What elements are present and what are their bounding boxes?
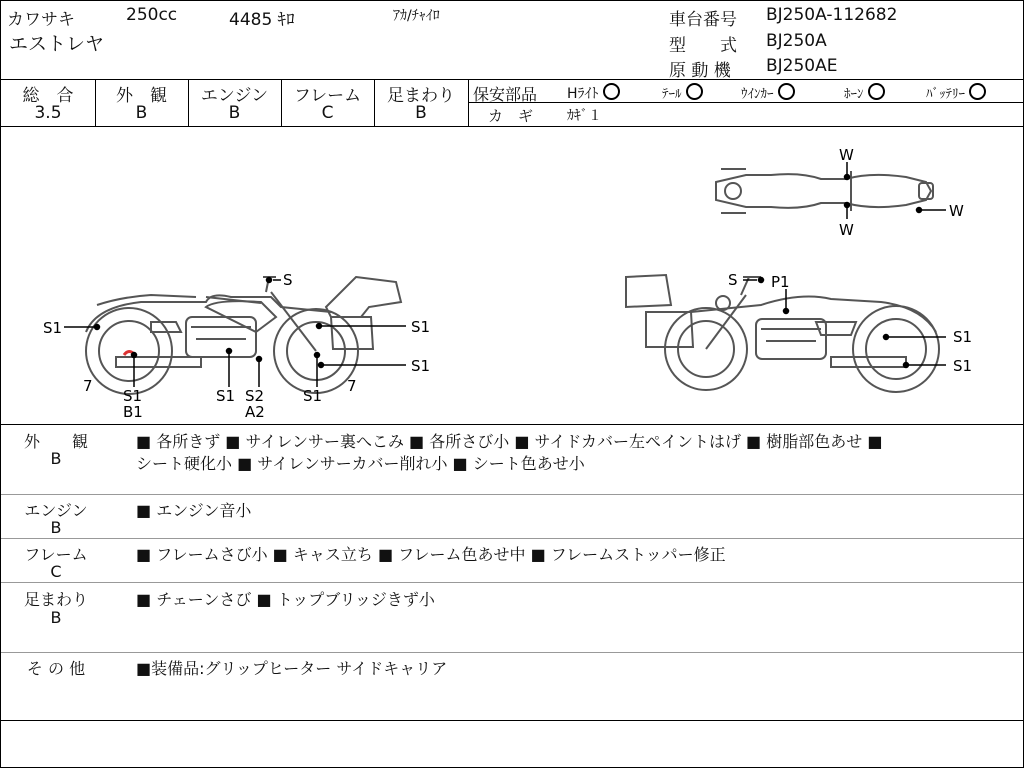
engine-grade-value: B [228, 103, 241, 123]
section-suspension-grade: B [50, 608, 62, 627]
label-w-right: W [949, 202, 964, 220]
engine-label: 原 動 機 [669, 61, 731, 81]
label-w-bottom: W [839, 221, 854, 239]
section-suspension-text: ■ チェーンさび ■ トップブリッジきず小 [136, 590, 435, 609]
label-s1-bottom-right: S1 [411, 357, 431, 375]
top-view-motorcycle [716, 169, 933, 213]
label-s1-rear: S1 [43, 319, 63, 337]
engine-value: BJ250AE [766, 56, 838, 76]
label-s1-tank: S1 [411, 318, 431, 336]
label-r-s1-a: S1 [953, 328, 973, 346]
safety-winker: ｳｲﾝｶｰ [741, 83, 795, 102]
exterior-label: 外 観 [116, 86, 167, 106]
suspension-grade-label: 足まわり [387, 86, 455, 106]
label-7-right: 7 [347, 377, 357, 395]
key-label: カ ギ [488, 107, 534, 125]
model-name: エストレヤ [9, 33, 105, 55]
frame-grade-value: C [321, 103, 334, 123]
frame-no: BJ250A-112682 [766, 5, 898, 25]
safety-tail: ﾃｰﾙ [662, 83, 703, 102]
label-s1-b1-a: S1 [123, 387, 143, 405]
section-exterior-grade: B [50, 449, 62, 468]
frame-no-label: 車台番号 [669, 10, 737, 30]
label-s2-a2-b: A2 [245, 403, 265, 421]
safety-horn: ﾎｰﾝ [844, 83, 885, 102]
label-r-s-top: S [728, 271, 738, 289]
engine-grade-label: エンジン [200, 86, 269, 106]
label-s1-front: S1 [303, 387, 323, 405]
label-s1-eng: S1 [216, 387, 236, 405]
safety-battery: ﾊﾞｯﾃﾘｰ [926, 83, 986, 102]
overall-value: 3.5 [34, 103, 62, 123]
section-other-label: そ の 他 [26, 659, 86, 678]
displacement: 250cc [126, 5, 178, 25]
label-s2-a2-a: S2 [245, 387, 265, 405]
color: ｱｶ/ﾁｬｲﾛ [393, 8, 440, 24]
label-w-top: W [839, 146, 854, 164]
exterior-value: B [135, 103, 148, 123]
section-exterior-text: ■ 各所きず ■ サイレンサー裏へこみ ■ 各所さび小 ■ サイドカバー左ペイントはげ ■ 樹脂部色あせ ■ [136, 432, 883, 451]
section-frame-label: フレーム [24, 545, 88, 564]
section-engine-text: ■ エンジン音小 [136, 501, 252, 520]
frame-grade-label: フレーム [293, 86, 362, 106]
section-exterior-label: 外 観 [23, 432, 88, 451]
mileage: 4485 ｷﾛ [229, 10, 295, 30]
safety-headlight: Hﾗｲﾄ [567, 83, 620, 103]
damage-diagram [1, 127, 1023, 425]
section-other-text: ■装備品:グリップヒーター サイドキャリア [136, 659, 448, 678]
suspension-grade-value: B [415, 103, 427, 123]
type-label: 型 式 [669, 36, 737, 56]
label-r-s1-b: S1 [953, 357, 973, 375]
label-7-left: 7 [83, 377, 93, 395]
section-exterior-text2: シート硬化小 ■ サイレンサーカバー削れ小 ■ シート色あせ小 [136, 454, 585, 473]
section-frame-text: ■ フレームさび小 ■ キャス立ち ■ フレーム色あせ中 ■ フレームストッパー修正 [136, 545, 726, 564]
section-engine-grade: B [50, 518, 62, 537]
label-s1-b1-b: B1 [123, 403, 143, 421]
section-engine-label: エンジン [24, 501, 88, 520]
maker: カワサキ [7, 10, 75, 30]
safety-label: 保安部品 [473, 85, 538, 104]
section-suspension-label: 足まわり [23, 590, 88, 609]
label-s-top: S [283, 271, 293, 289]
type-value: BJ250A [766, 31, 827, 51]
right-view-motorcycle [626, 275, 939, 392]
key-value: ｶｷﾞ１ [567, 108, 602, 124]
overall-label: 総 合 [22, 86, 74, 106]
section-frame-grade: C [50, 562, 62, 581]
label-p1: P1 [771, 273, 790, 291]
